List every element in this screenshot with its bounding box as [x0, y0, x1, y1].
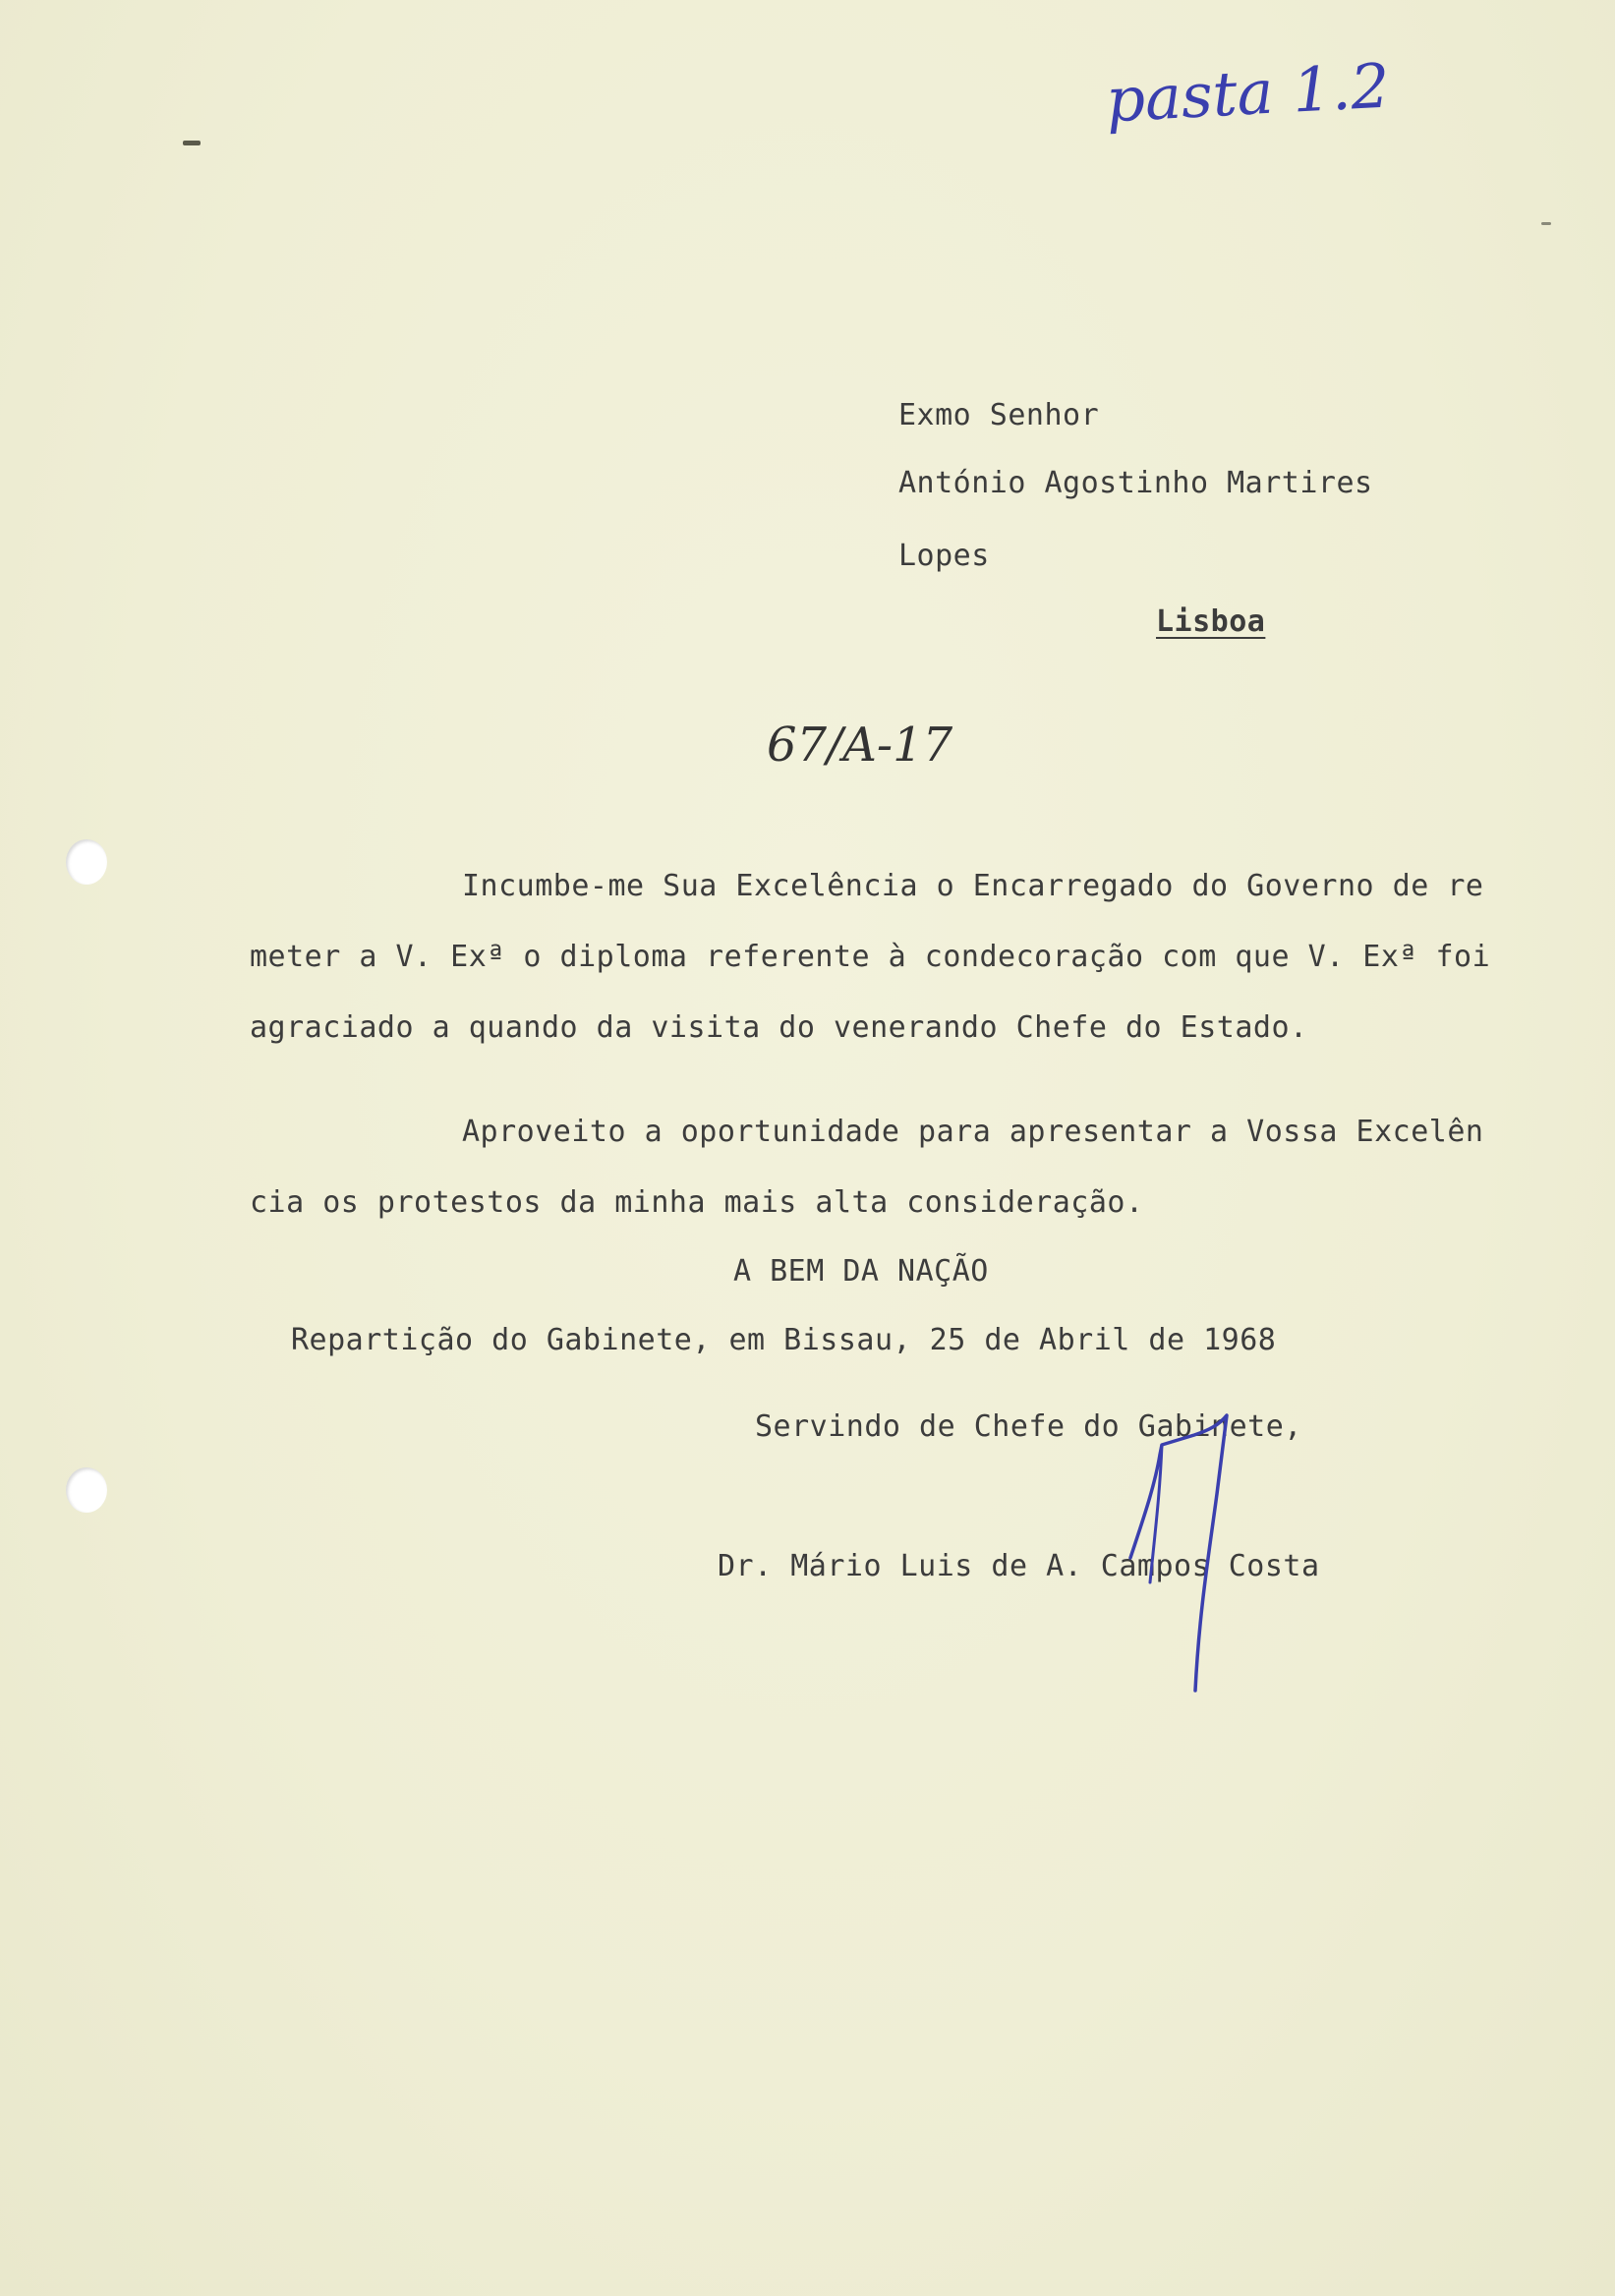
motto: A BEM DA NAÇÃO [733, 1254, 989, 1289]
place-and-date: Repartição do Gabinete, em Bissau, 25 de Abril de 1968 [291, 1323, 1277, 1357]
body-paragraph-1-line-3: agraciado a quando da visita do venerando Chefe do Estado. [250, 1010, 1308, 1045]
body-paragraph-1-line-2: meter a V. Exª o diploma referente à condecoração com que V. Exª foi [250, 940, 1491, 974]
addressee-salutation: Exmo Senhor [898, 398, 1100, 432]
signatory-name: Dr. Mário Luis de A. Campos Costa [718, 1549, 1320, 1583]
ink-speck [1541, 222, 1551, 225]
body-paragraph-2-line-1: Aproveito a oportunidade para apresentar a Vossa Excelên [462, 1115, 1484, 1149]
ink-speck [183, 141, 201, 145]
handwritten-signature [1101, 1376, 1258, 1700]
punch-hole-top [66, 839, 107, 885]
punch-hole-bottom [66, 1467, 107, 1513]
addressee-name-line1: António Agostinho Martires [898, 466, 1373, 500]
body-paragraph-2-line-2: cia os protestos da minha mais alta consideração. [250, 1185, 1144, 1220]
body-paragraph-1-line-1: Incumbe-me Sua Excelência o Encarregado do Governo de re [462, 869, 1484, 903]
addressee-city: Lisboa [1156, 604, 1266, 639]
handwritten-reference-number: 67/A-17 [767, 718, 953, 773]
addressee-name-line2: Lopes [898, 539, 990, 573]
signatory-role: Servindo de Chefe do Gabinete, [755, 1409, 1302, 1444]
handwritten-folder-note: pasta 1.2 [1104, 49, 1392, 137]
